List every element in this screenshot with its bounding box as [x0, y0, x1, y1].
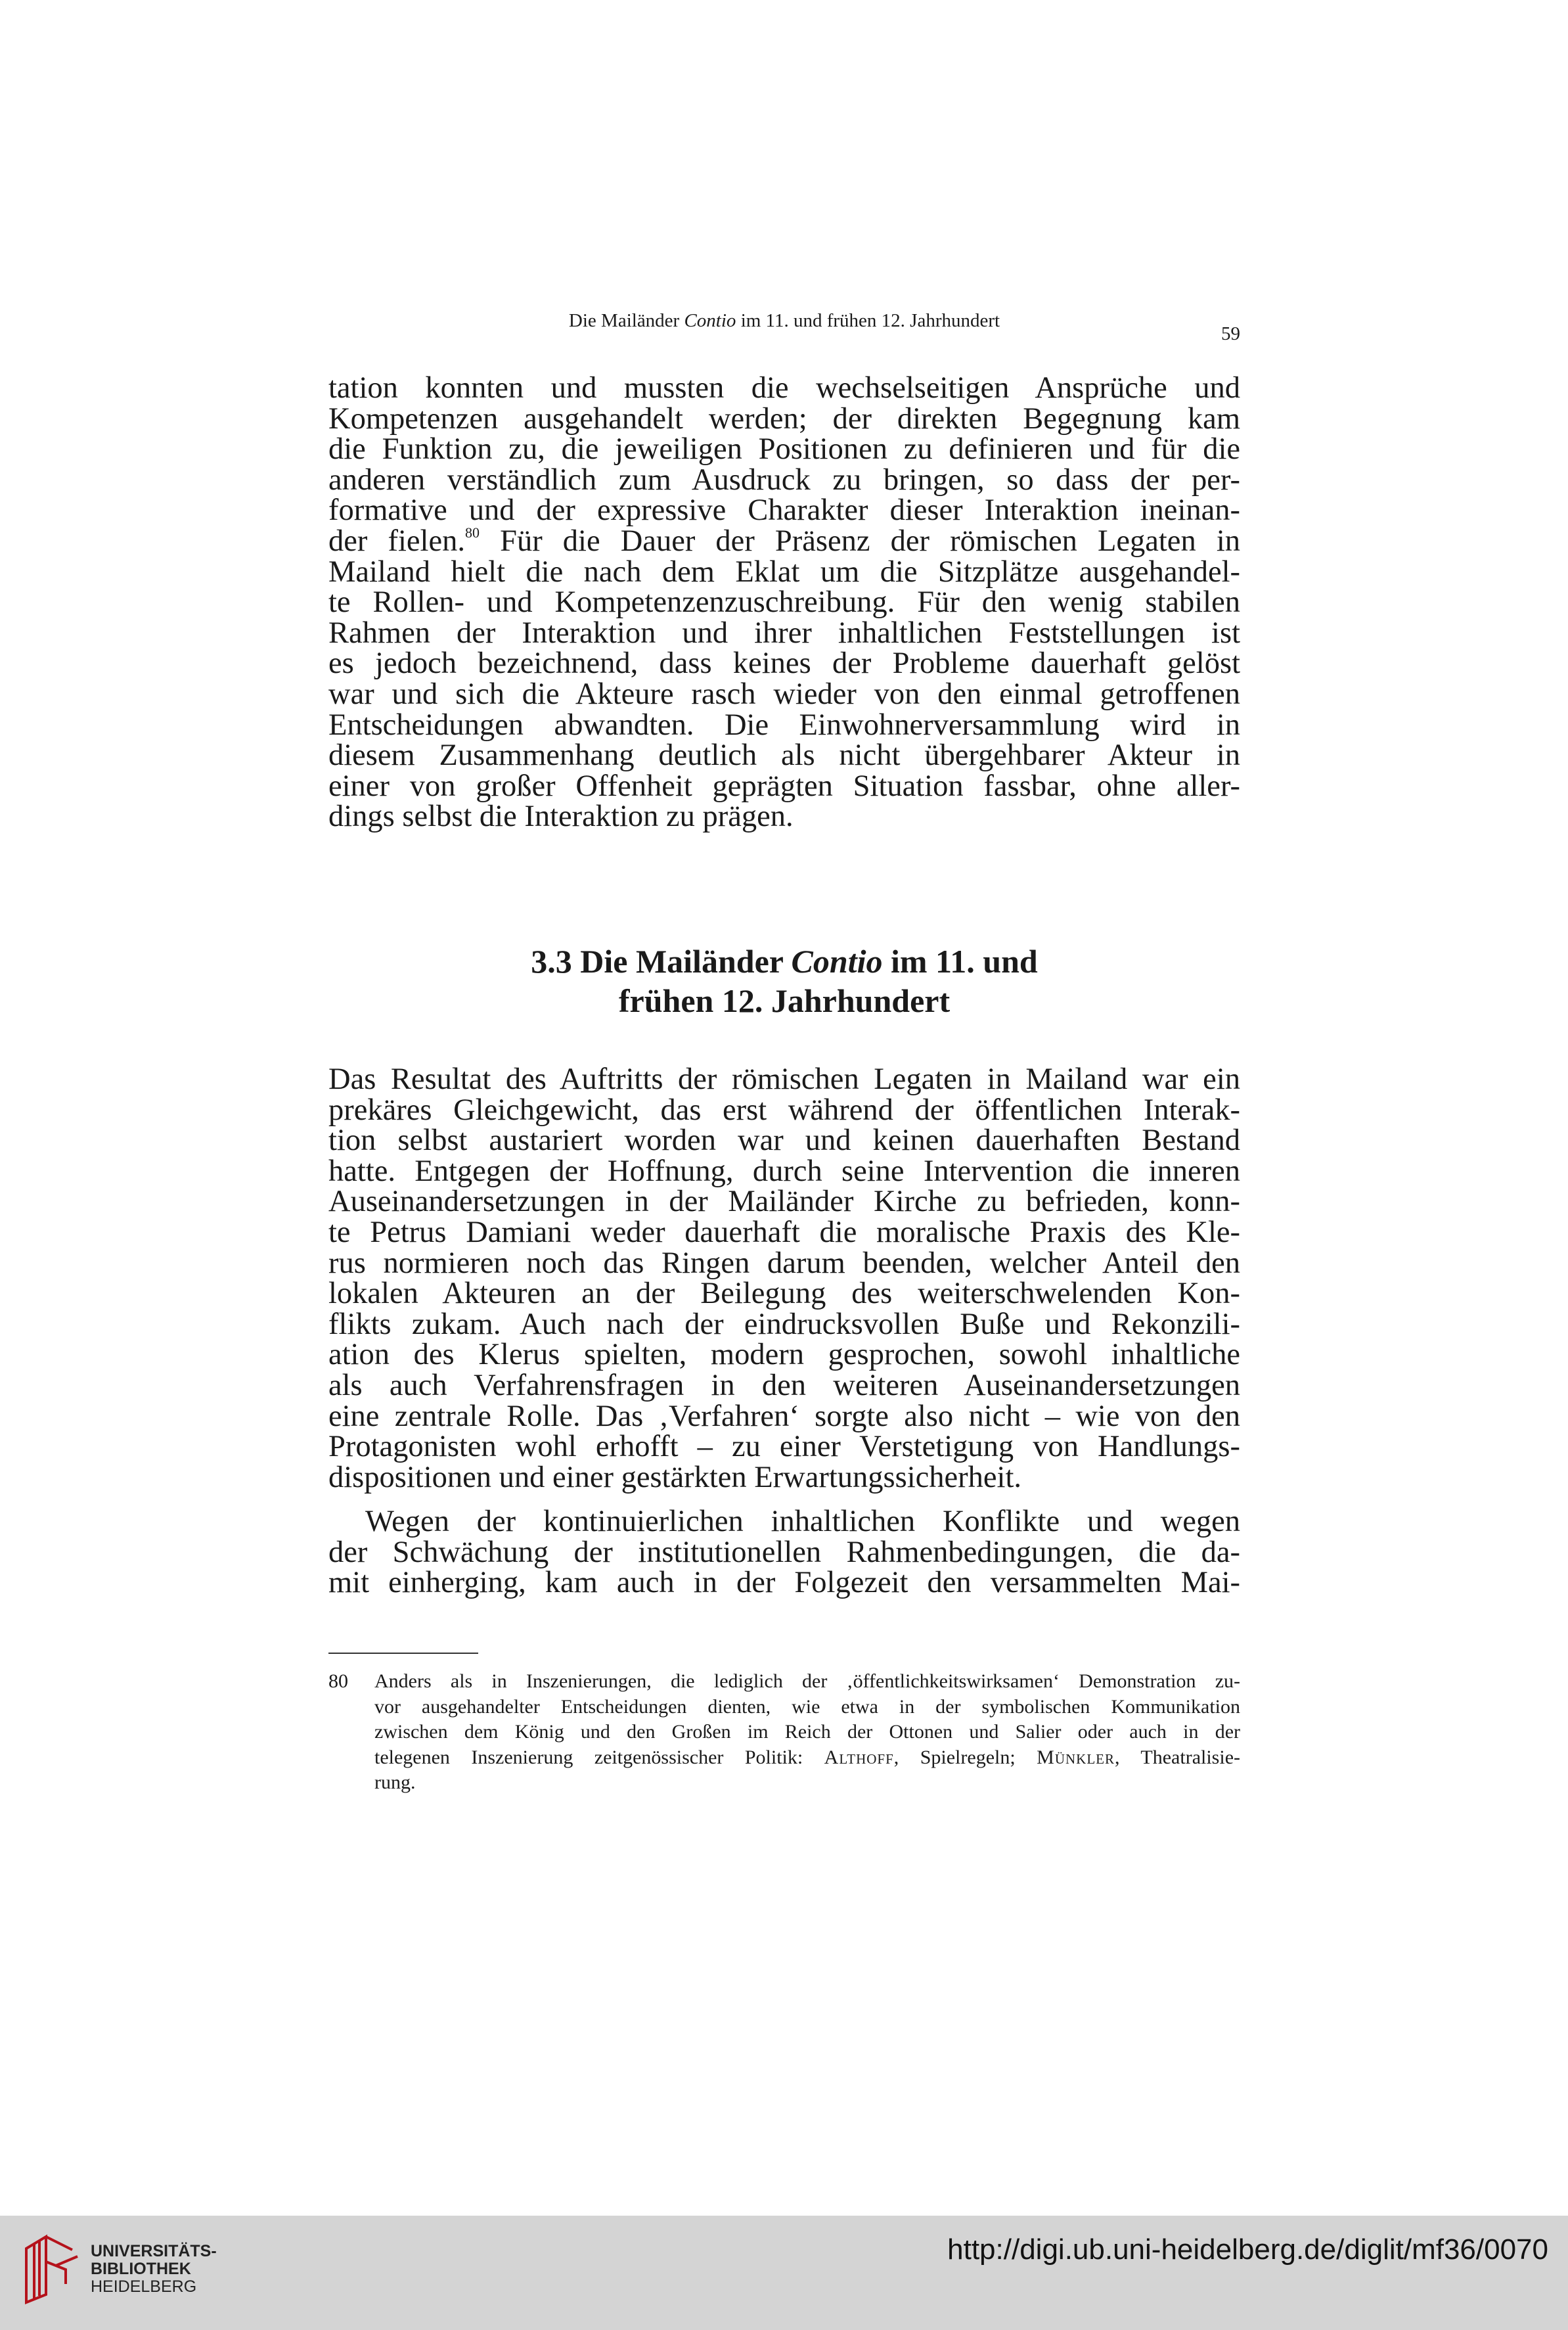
footnote-body: [374, 1669, 1240, 1796]
text-line: rus normieren noch das Ringen darum beenden, welcher Anteil den: [328, 1246, 1240, 1280]
text-line: Das Resultat des Auftritts der römischen Legaten in Mailand war ein: [328, 1062, 1240, 1096]
text-fragment: , Theatralisie-: [1115, 1746, 1240, 1768]
running-head-text: Die Mailänder: [568, 310, 684, 331]
library-logo-icon: [20, 2229, 82, 2306]
text-line: hatte. Entgegen der Hoffnung, durch seine Intervention die inneren: [328, 1154, 1240, 1188]
text-line: Wegen der kontinuierlichen inhaltlichen Konflikte und wegen: [365, 1505, 1240, 1538]
text-line: es jedoch bezeichnend, dass keines der Probleme dauerhaft gelöst: [328, 647, 1240, 681]
author-name: Münkler: [1037, 1746, 1115, 1768]
heading-italic: Contio: [791, 943, 883, 980]
footnote-line: Anders als in Inszenierungen, die lediglich der ‚öffentlichkeitswirksamen‘ Demonstration zu-: [374, 1670, 1240, 1692]
text-line: tation konnten und mussten die wechselseitigen Ansprüche und: [328, 371, 1240, 405]
text-line: Entscheidungen abwandten. Die Einwohnerversammlung wird in: [328, 708, 1240, 742]
author-name: Althoff: [824, 1746, 894, 1768]
text-line: lokalen Akteuren an der Beilegung des weiterschwelenden Kon-: [328, 1277, 1240, 1311]
heading-line: frühen 12. Jahrhundert: [618, 982, 951, 1019]
text-line: te Petrus Damiani weder dauerhaft die moralische Praxis des Kle-: [328, 1215, 1240, 1249]
footnote-line: [374, 1745, 1240, 1771]
heading-text: 3.3 Die Mailänder: [531, 943, 792, 980]
footnote-line: vor ausgehandelter Entscheidungen dienten, wie etwa in der symbolischen Kommunikation: [374, 1695, 1240, 1718]
text-line: eine zentrale Rolle. Das ‚Verfahren‘ sorgte also nicht – wie von den: [328, 1399, 1240, 1433]
footnote: [328, 1669, 1240, 1796]
page-number: 59: [1221, 323, 1240, 344]
text-fragment: telegenen Inszenierung zeitgenössischer Politik:: [374, 1746, 824, 1768]
text-line: te Rollen- und Kompetenzenzuschreibung. Für den wenig stabilen: [328, 585, 1240, 620]
text-line: als auch Verfahrensfragen in den weiteren Auseinandersetzungen: [328, 1368, 1240, 1402]
text-fragment: der fielen.: [328, 524, 465, 558]
text-line: Auseinandersetzungen in der Mailänder Kirche zu befrieden, konn-: [328, 1185, 1240, 1219]
paragraph-1: [328, 373, 1240, 833]
heading-text-suffix: im 11. und: [882, 943, 1038, 980]
running-head-italic: Contio: [684, 310, 736, 331]
text-line: ation des Klerus spielten, modern gesprochen, sowohl inhaltliche: [328, 1338, 1240, 1372]
footnote-line: zwischen dem König und den Großen im Reich der Ottonen und Salier oder auch in der: [374, 1721, 1240, 1743]
text-line: tion selbst austariert worden war und keinen dauerhaften Bestand: [328, 1124, 1240, 1158]
paragraph-2: [328, 1064, 1240, 1493]
text-line: Mailand hielt die nach dem Eklat um die Sitzplätze ausgehandel-: [328, 555, 1240, 589]
library-name-line: BIBLIOTHEK: [91, 2260, 191, 2278]
text-line: einer von großer Offenheit geprägten Situation fassbar, ohne aller-: [328, 769, 1240, 803]
library-name-line: HEIDELBERG: [91, 2277, 197, 2296]
text-line: die Funktion zu, die jeweiligen Positionen zu definieren und für die: [328, 432, 1240, 467]
footnote-line: rung.: [374, 1771, 416, 1794]
source-url-link[interactable]: http://digi.ub.uni-heidelberg.de/diglit/mf36/0070: [947, 2233, 1548, 2266]
text-line: [328, 526, 1240, 557]
library-name: [91, 2243, 217, 2296]
running-head-text-suffix: im 11. und frühen 12. Jahrhundert: [736, 310, 1000, 331]
paragraph-3: [328, 1507, 1240, 1599]
text-line: Rahmen der Interaktion und ihrer inhaltlichen Feststellungen ist: [328, 616, 1240, 650]
text-fragment: , Spielregeln;: [893, 1746, 1037, 1768]
text-line: flikts zukam. Auch nach der eindrucksvollen Buße und Rekonzili-: [328, 1307, 1240, 1341]
heading-line: [328, 942, 1240, 981]
footnote-divider: [328, 1653, 478, 1654]
text-line: dings selbst die Interaktion zu prägen.: [328, 800, 794, 834]
text-line: mit einherging, kam auch in der Folgezeit den versammelten Mai-: [328, 1566, 1240, 1600]
footnote-reference[interactable]: 80: [464, 524, 480, 541]
library-name-line: UNIVERSITÄTS-: [91, 2242, 217, 2260]
text-line: dispositionen und einer gestärkten Erwartungssicherheit.: [328, 1460, 1022, 1494]
text-line: Kompetenzen ausgehandelt werden; der direkten Begegnung kam: [328, 401, 1240, 436]
text-line: formative und der expressive Charakter dieser Interaktion ineinan-: [328, 493, 1240, 528]
section-heading: [328, 942, 1240, 1020]
text-line: anderen verständlich zum Ausdruck zu bringen, so dass der per-: [328, 463, 1240, 497]
text-line: Protagonisten wohl erhofft – zu einer Verstetigung von Handlungs-: [328, 1430, 1240, 1464]
text-fragment: Für die Dauer der Präsenz der römischen Legaten in: [479, 524, 1240, 558]
text-line: prekäres Gleichgewicht, das erst während der öffentlichen Interak-: [328, 1093, 1240, 1127]
text-line: der Schwächung der institutionellen Rahmenbedingungen, die da-: [328, 1535, 1240, 1569]
running-head: [328, 308, 1240, 334]
text-line: war und sich die Akteure rasch wieder von den einmal getroffenen: [328, 677, 1240, 711]
text-line: diesem Zusammenhang deutlich als nicht übergehbarer Akteur in: [328, 739, 1240, 773]
footnote-number: 80: [328, 1670, 348, 1692]
